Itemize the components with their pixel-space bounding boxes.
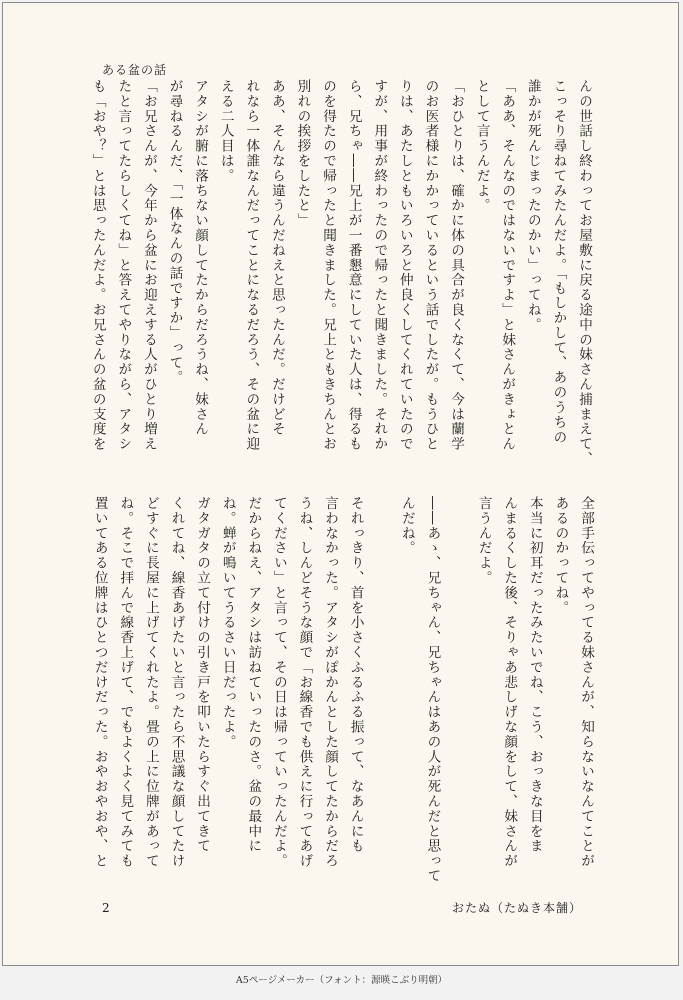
text-line: 言うんだよ。 [475,496,492,586]
text-line: も「おや？」とは思ったんだよ。お兄さんの盆の支度を [89,79,106,452]
page-number: 2 [102,901,110,915]
author-credit: おたぬ（たぬき本舗） [451,901,582,915]
text-line: える二人目は。 [217,79,234,184]
text-line: ね。そこで拝んで線香上げて、でもよくよく見てみても [117,496,134,869]
text-line: んの世話し終わってお屋敷に戻る途中の妹さん捕まえて、 [576,79,592,467]
text-line: んまるくした後、そりゃあ悲しげな顔をして、妹さんが [501,496,518,869]
text-line: 「ああ、そんなのではないですよ」と妹さんがきょとん [499,79,516,452]
text-line: 置いてある位牌はひとつだけだった。おやおやおや、と [91,496,108,869]
text-line: たと言ってたらしくてね」と答えてやりながら、アタシ [115,79,132,452]
text-line [444,496,470,896]
text-line: 本当に初耳だったみたいでね、こう、おっきな目をま [526,496,543,854]
text-line: てください」と言って、その日は帰っていったんだよ。 [270,496,287,869]
text-line: が尋ねるんだ、「一体なんの話ですか」って。 [166,79,183,386]
text-line: うね、しんどそうな顔で「お線香でも供えに行ってあげ [296,496,313,869]
text-line: れなら一体誰なんだってことになるだろう、その盆に迎 [243,79,260,452]
text-line: くれてね、線香あげたいと言ったら不思議な顔してたけ [168,496,185,869]
text-line: こっそり尋ねてみたんだよ。「もしかして、あのうちの [550,79,567,445]
text-line: のお医者様にかかっているという話でしたが。もうひと [422,79,439,452]
text-line: 「お兄さんが、今年から盆にお迎えする人がひとり増え [140,79,157,452]
book-page [2,2,679,966]
text-block-lower [86,496,598,896]
text-line: だからねえ、アタシは訪ねていったのさ。盆の最中に [245,496,262,854]
text-line: あるのかってね。 [552,496,569,616]
text-line: ね。蝉が鳴いてうるさい日だったよ。 [219,496,236,750]
running-header-title: ある盆の話 [102,63,168,77]
text-line: んだね。 [398,496,415,556]
text-line: すが、用事が終わったので帰ったと聞きました。それか [371,79,388,452]
text-line [368,496,394,896]
text-block-upper [84,79,596,479]
text-line: アタシが腑に落ちない顔してたからだろうね、妹さん [192,79,209,437]
text-line: 誰かが死んじまったのかい」ってね。 [524,79,541,333]
text-line: どすぐに長屋に上げてくれたよ。畳の上に位牌があって [142,496,159,869]
text-line: 全部手伝ってやってる妹さんが、知らないなんてことが [578,496,594,869]
text-line: ら、兄ちゃ――兄上が一番懇意にしていた人は、得るも [345,79,362,452]
text-line: りは、あたしともいろいろと仲良くしてくれていたので [396,79,413,452]
text-line: それっきり、首を小さくふるふる振って、なあんにも [347,496,364,854]
maker-credit: A5ページメーカー（フォント：源暎こぶり明朝） [235,975,448,986]
text-line: 言わなかった。アタシがぽかんとした顔してたからだろ [322,496,339,869]
text-line: 「おひとりは、確かに体の具合が良くなくて、今は蘭学 [448,79,465,452]
text-line: 別れの挨拶をしたと」 [294,79,311,228]
text-line: として言うんだよ。 [473,79,490,214]
text-line: ――あゝ、兄ちゃん、兄ちゃんはあの人が死んだと思って [424,496,441,884]
text-line: のを得たので帰ったと聞きました。兄上ともきちんとお [320,79,337,452]
text-line: ガタガタの立て付けの引き戸を叩いたらすぐ出てきて [194,496,211,854]
text-line: ああ、そんなら違うんだねえと思ったんだ。だけどそ [268,79,285,437]
